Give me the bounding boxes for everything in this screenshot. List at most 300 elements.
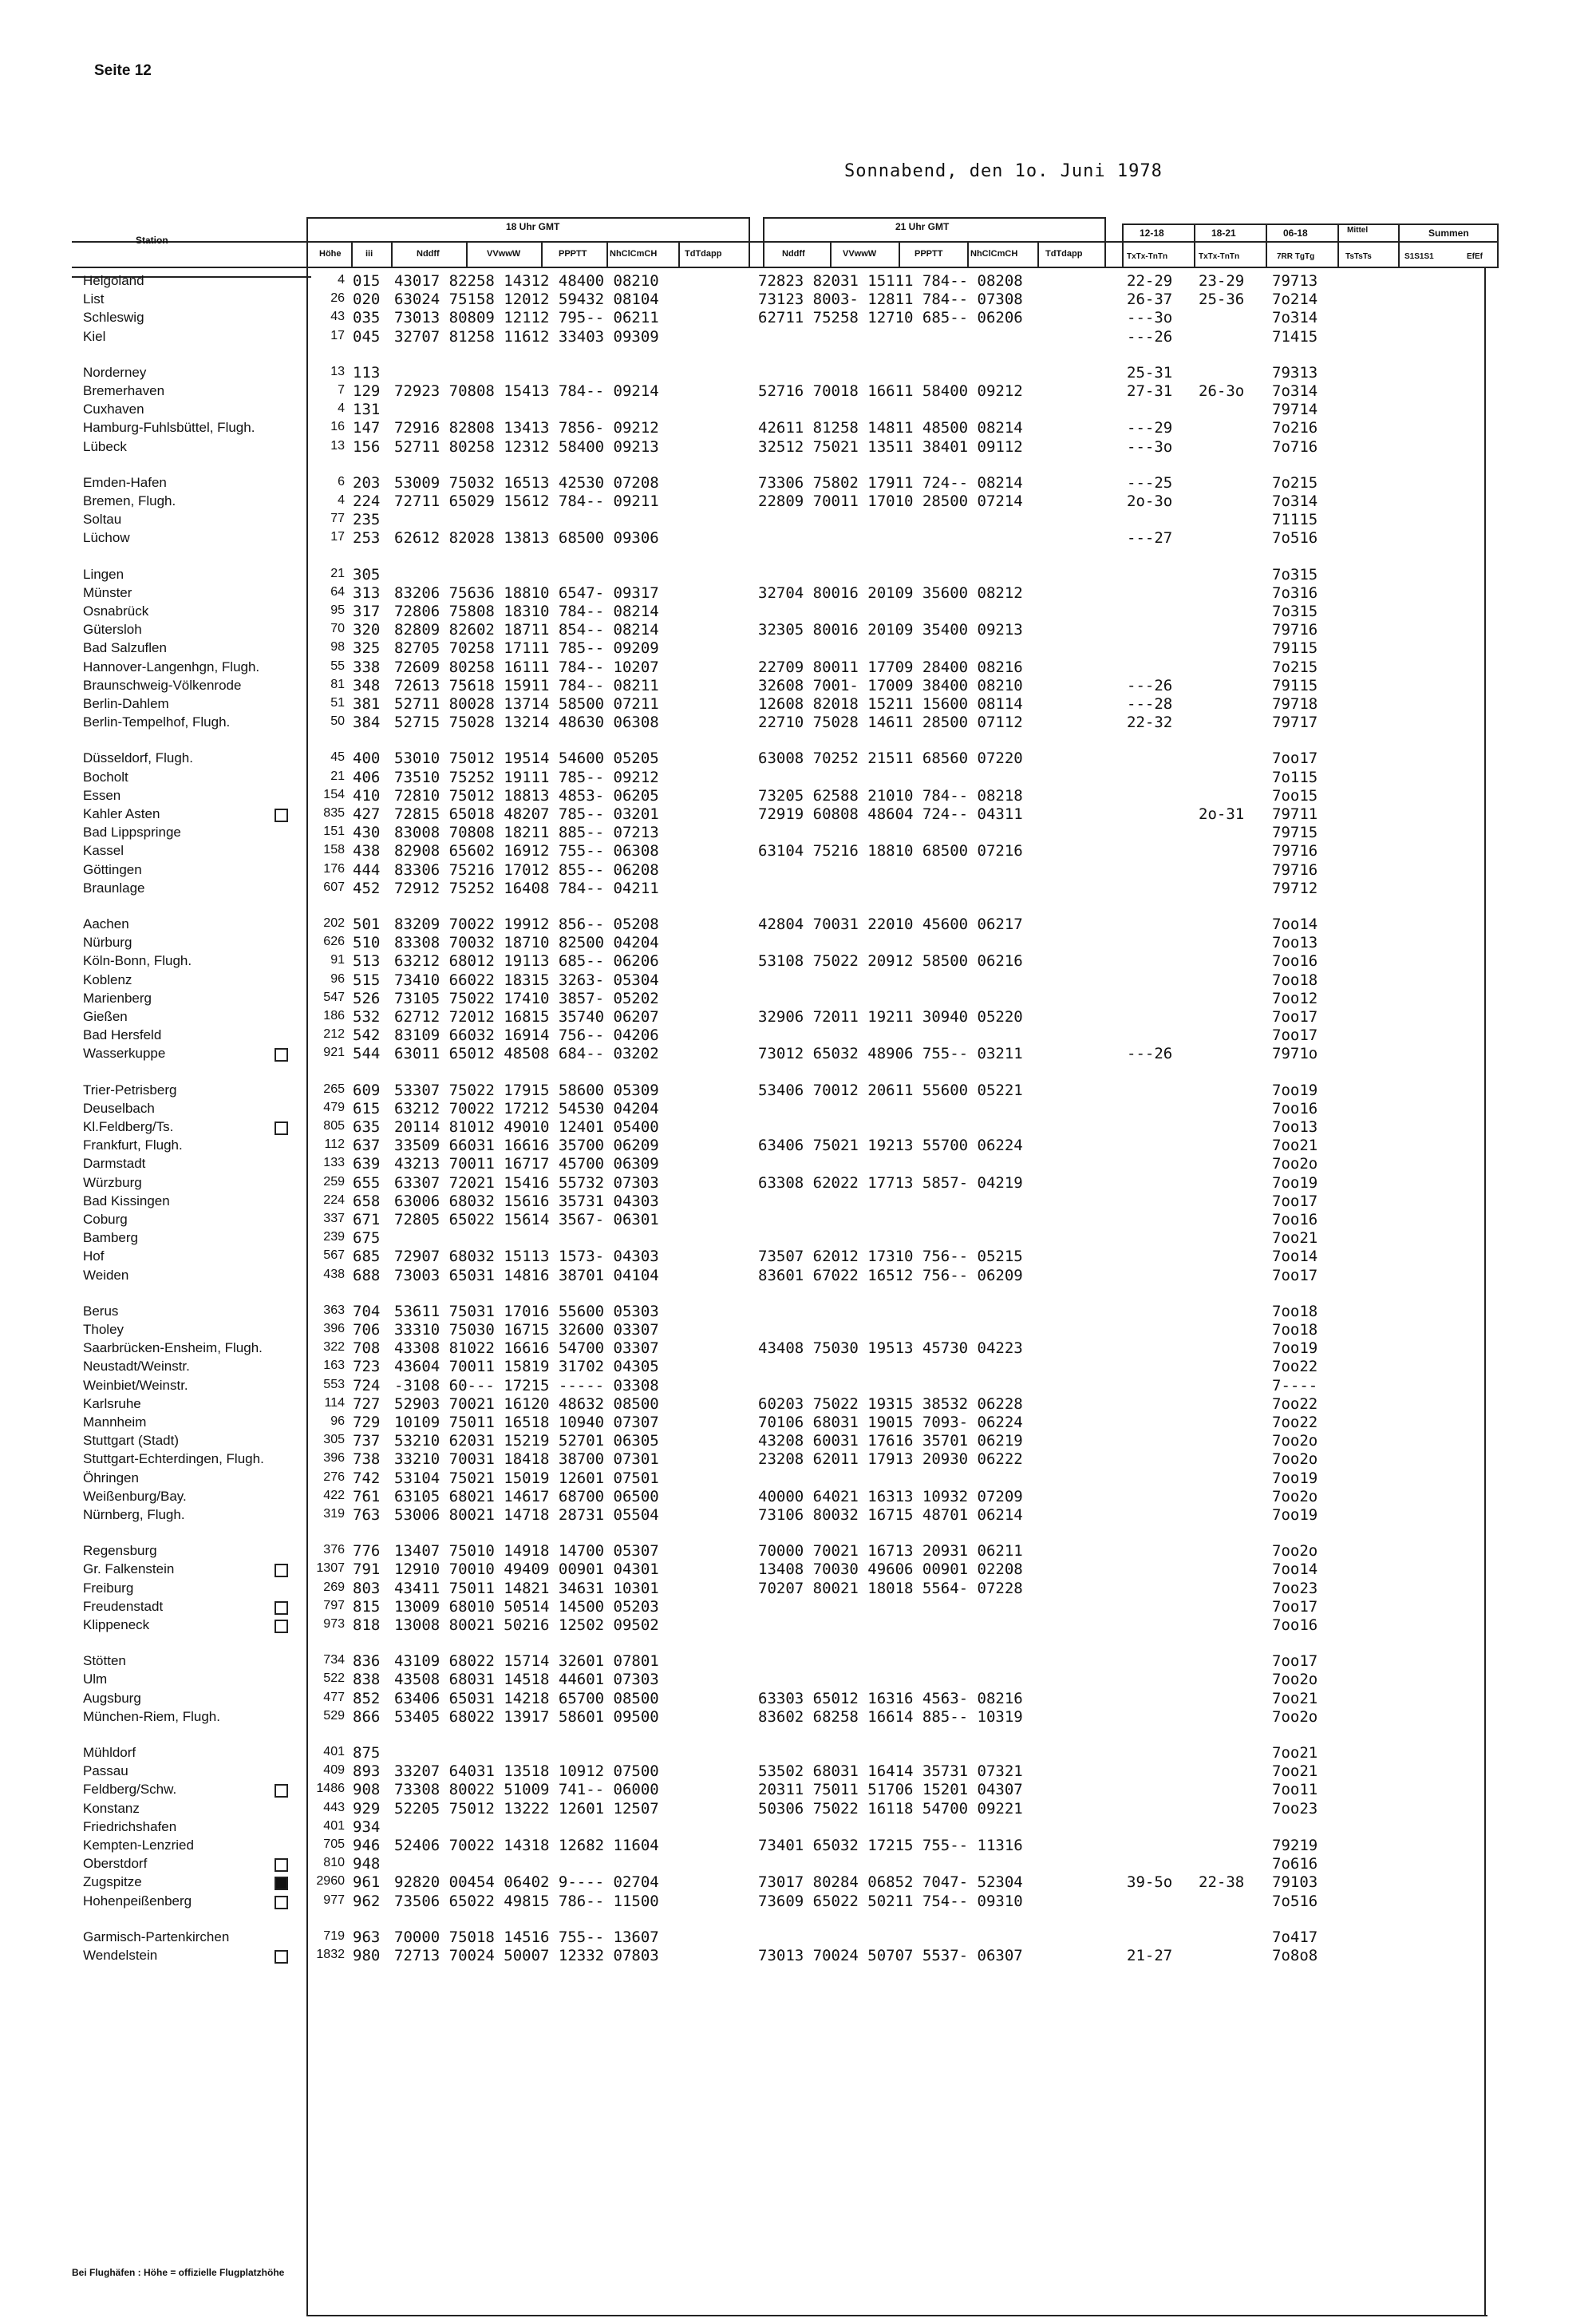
station-name: Braunschweig-Völkenrode	[83, 678, 242, 693]
temp-range-1: ---27	[1127, 529, 1173, 547]
station-name: Lingen	[83, 567, 124, 582]
station-altitude: 64	[330, 585, 345, 599]
station-altitude: 55	[330, 659, 345, 673]
station-name: Norderney	[83, 365, 147, 380]
rain-group: 7oo17	[1272, 750, 1318, 767]
station-id: 761	[353, 1488, 381, 1505]
station-altitude: 705	[323, 1837, 345, 1851]
station-altitude: 265	[323, 1082, 345, 1096]
station-id: 963	[353, 1928, 381, 1946]
rain-group: 7o616	[1272, 1855, 1318, 1873]
rain-group: 7----	[1272, 1377, 1318, 1394]
obs-18-gmt: 72609 80258 16111 784-- 10207	[394, 659, 659, 676]
rain-group: 7oo2o	[1272, 1671, 1318, 1688]
rain-group: 7oo21	[1272, 1762, 1318, 1780]
station-id: 224	[353, 492, 381, 510]
temp-range-1: ---26	[1127, 677, 1173, 694]
temp-range-1: 27-31	[1127, 382, 1173, 400]
station-name: Göttingen	[83, 862, 142, 877]
obs-18-gmt: 43213 70011 16717 45700 06309	[394, 1155, 659, 1173]
station-id: 544	[353, 1045, 381, 1062]
obs-21-gmt: 23208 62011 17913 20930 06222	[758, 1450, 1023, 1468]
tdtd2-header: TdTdapp	[1045, 249, 1083, 259]
station-name: Gütersloh	[83, 622, 142, 637]
station-altitude: 626	[323, 935, 345, 948]
obs-18-gmt: 73003 65031 14816 38701 04104	[394, 1267, 659, 1284]
station-name: Weiden	[83, 1268, 129, 1283]
station-id: 961	[353, 1873, 381, 1891]
station-altitude: 479	[323, 1101, 345, 1114]
station-altitude: 96	[330, 1414, 345, 1428]
station-id: 410	[353, 787, 381, 805]
obs-18-gmt: 63212 70022 17212 54530 04204	[394, 1100, 659, 1117]
station-altitude: 176	[323, 862, 345, 876]
rain-group: 7oo2o	[1272, 1155, 1318, 1173]
obs-21-gmt: 60203 75022 19315 38532 06228	[758, 1395, 1023, 1413]
station-id: 015	[353, 272, 381, 290]
obs-21-gmt: 73306 75802 17911 724-- 08214	[758, 474, 1023, 492]
station-altitude: 202	[323, 916, 345, 930]
obs-18-gmt: 53611 75031 17016 55600 05303	[394, 1303, 659, 1320]
rain-group: 7oo19	[1272, 1470, 1318, 1487]
station-altitude: 70	[330, 622, 345, 635]
temp-range-1: ---3o	[1127, 309, 1173, 326]
station-altitude: 805	[323, 1119, 345, 1133]
obs-18-gmt: 53210 62031 15219 52701 06305	[394, 1432, 659, 1450]
station-altitude: 7	[338, 383, 345, 397]
station-name: Mannheim	[83, 1414, 147, 1430]
station-altitude: 401	[323, 1819, 345, 1833]
obs-18-gmt: 72805 65022 15614 3567- 06301	[394, 1211, 659, 1228]
rain-group: 7oo19	[1272, 1506, 1318, 1524]
wwww2-header: VVwwW	[843, 249, 877, 259]
station-name: Weinbiet/Weinstr.	[83, 1378, 188, 1393]
obs-18-gmt: 72916 82808 13413 7856- 09212	[394, 419, 659, 437]
obs-18-gmt: 72806 75808 18310 784-- 08214	[394, 603, 659, 620]
station-id: 348	[353, 677, 381, 694]
station-altitude: 98	[330, 640, 345, 654]
obs-18-gmt: 82908 65602 16912 755-- 06308	[394, 842, 659, 860]
station-id: 513	[353, 952, 381, 970]
obs-18-gmt: 43017 82258 14312 48400 08210	[394, 272, 659, 290]
station-name: Bad Kissingen	[83, 1193, 170, 1208]
station-name: Frankfurt, Flugh.	[83, 1137, 183, 1153]
station-id: 838	[353, 1671, 381, 1688]
station-name: Friedrichshafen	[83, 1819, 177, 1834]
station-name: Augsburg	[83, 1691, 141, 1706]
rain-group: 7oo21	[1272, 1690, 1318, 1707]
obs-18-gmt: 73105 75022 17410 3857- 05202	[394, 990, 659, 1007]
obs-18-gmt: -3108 60--- 17215 ----- 03308	[394, 1377, 659, 1394]
obs-18-gmt: 43308 81022 16616 54700 03307	[394, 1339, 659, 1357]
obs-18-gmt: 63024 75158 12012 59432 08104	[394, 291, 659, 308]
rain-group: 7oo17	[1272, 1027, 1318, 1044]
obs-18-gmt: 20114 81012 49010 12401 05400	[394, 1118, 659, 1136]
obs-21-gmt: 22809 70011 17010 28500 07214	[758, 492, 1023, 510]
station-altitude: 81	[330, 678, 345, 691]
rain-group: 7oo2o	[1272, 1488, 1318, 1505]
station-name: Berus	[83, 1303, 119, 1319]
efef-header: EfEf	[1467, 252, 1483, 261]
obs-21-gmt: 73507 62012 17310 756-- 05215	[758, 1248, 1023, 1265]
obs21-header: 21 Uhr GMT	[895, 221, 950, 232]
station-id: 639	[353, 1155, 381, 1173]
obs-18-gmt: 63105 68021 14617 68700 06500	[394, 1488, 659, 1505]
obs-18-gmt: 62712 72012 16815 35740 06207	[394, 1008, 659, 1026]
period2-header: 18-21	[1211, 227, 1236, 239]
station-name: Hamburg-Fuhlsbüttel, Flugh.	[83, 420, 255, 435]
station-id: 045	[353, 328, 381, 346]
square-icon	[275, 809, 288, 822]
txtn-header-1: TxTx-TnTn	[1127, 252, 1168, 261]
station-name: Freiburg	[83, 1580, 134, 1596]
rain-group: 7oo13	[1272, 1118, 1318, 1136]
station-id: 129	[353, 382, 381, 400]
station-id: 706	[353, 1321, 381, 1339]
station-id: 235	[353, 511, 381, 528]
station-name: Soltau	[83, 512, 122, 527]
obs-21-gmt: 32512 75021 13511 38401 09112	[758, 438, 1023, 456]
station-altitude: 337	[323, 1212, 345, 1225]
obs-21-gmt: 73401 65032 17215 755-- 11316	[758, 1837, 1023, 1854]
rain-group: 79716	[1272, 842, 1318, 860]
station-id: 671	[353, 1211, 381, 1228]
station-altitude: 607	[323, 880, 345, 894]
station-id: 147	[353, 419, 381, 437]
obs-18-gmt: 82809 82602 18711 854-- 08214	[394, 621, 659, 639]
station-name: Hof	[83, 1248, 105, 1264]
rain-group: 7oo14	[1272, 1561, 1318, 1578]
rain-group: 7o215	[1272, 474, 1318, 492]
square-icon	[275, 1048, 288, 1062]
rain-group: 7oo14	[1272, 916, 1318, 933]
station-name: Berlin-Tempelhof, Flugh.	[83, 714, 231, 730]
summen-header: Summen	[1428, 227, 1469, 239]
obs-21-gmt: 53406 70012 20611 55600 05221	[758, 1082, 1023, 1099]
obs-21-gmt: 40000 64021 16313 10932 07209	[758, 1488, 1023, 1505]
station-name: München-Riem, Flugh.	[83, 1709, 220, 1724]
rain-group: 7oo18	[1272, 1321, 1318, 1339]
station-name: Braunlage	[83, 880, 145, 896]
obs-18-gmt: 63006 68032 15616 35731 04303	[394, 1193, 659, 1210]
obs-21-gmt: 73123 8003- 12811 784-- 07308	[758, 291, 1023, 308]
station-id: 427	[353, 805, 381, 823]
station-altitude: 51	[330, 696, 345, 710]
station-altitude: 43	[330, 310, 345, 323]
txtn-header-2: TxTx-TnTn	[1199, 252, 1240, 261]
rain-group: 79716	[1272, 861, 1318, 879]
station-name: Münster	[83, 585, 132, 600]
temp-range-1: 25-31	[1127, 364, 1173, 382]
obs-21-gmt: 42804 70031 22010 45600 06217	[758, 916, 1023, 933]
station-name: Kiel	[83, 329, 106, 344]
station-id: 803	[353, 1580, 381, 1597]
station-altitude: 95	[330, 603, 345, 617]
rain-group: 79718	[1272, 695, 1318, 713]
obs-18-gmt: 53009 75032 16513 42530 07208	[394, 474, 659, 492]
station-altitude: 719	[323, 1929, 345, 1943]
rain-group: 79115	[1272, 639, 1318, 657]
rain-group: 79713	[1272, 272, 1318, 290]
station-altitude: 409	[323, 1763, 345, 1777]
obs-21-gmt: 63104 75216 18810 68500 07216	[758, 842, 1023, 860]
obs-18-gmt: 73013 80809 12112 795-- 06211	[394, 309, 659, 326]
rain-group: 79103	[1272, 1873, 1318, 1891]
station-altitude: 276	[323, 1470, 345, 1484]
obs-18-gmt: 72815 65018 48207 785-- 03201	[394, 805, 659, 823]
station-id: 893	[353, 1762, 381, 1780]
obs-21-gmt: 32704 80016 20109 35600 08212	[758, 584, 1023, 602]
station-name: Lübeck	[83, 439, 127, 454]
station-id: 542	[353, 1027, 381, 1044]
station-id: 305	[353, 566, 381, 583]
obs-18-gmt: 33210 70031 18418 38700 07301	[394, 1450, 659, 1468]
station-id: 729	[353, 1414, 381, 1431]
temp-range-1: 21-27	[1127, 1947, 1173, 1964]
obs-21-gmt: 73012 65032 48906 755-- 03211	[758, 1045, 1023, 1062]
rain-group: 7oo22	[1272, 1414, 1318, 1431]
station-name: Hannover-Langenhgn, Flugh.	[83, 659, 260, 674]
station-name: Passau	[83, 1763, 128, 1778]
station-altitude: 133	[323, 1156, 345, 1169]
station-id: 526	[353, 990, 381, 1007]
station-altitude: 567	[323, 1248, 345, 1262]
obs-18-gmt: 63307 72021 15416 55732 07303	[394, 1174, 659, 1192]
obs-18-gmt: 13008 80021 50216 12502 09502	[394, 1616, 659, 1634]
rain-group: 7oo16	[1272, 1211, 1318, 1228]
station-altitude: 1832	[316, 1948, 345, 1961]
station-altitude: 477	[323, 1691, 345, 1704]
station-altitude: 96	[330, 972, 345, 986]
obs-21-gmt: 43208 60031 17616 35701 06219	[758, 1432, 1023, 1450]
station-id: 708	[353, 1339, 381, 1357]
station-altitude: 553	[323, 1378, 345, 1391]
station-id: 320	[353, 621, 381, 639]
obs-21-gmt: 70000 70021 16713 20931 06211	[758, 1542, 1023, 1560]
station-name: Garmisch-Partenkirchen	[83, 1929, 230, 1944]
mittel-header: Mittel	[1347, 226, 1369, 235]
rain-group: 71415	[1272, 328, 1318, 346]
obs-18-gmt: 52715 75028 13214 48630 06308	[394, 714, 659, 731]
station-id: 203	[353, 474, 381, 492]
station-altitude: 1486	[316, 1782, 345, 1795]
filled-square-icon	[275, 1877, 288, 1890]
obs-18-gmt: 52205 75012 13222 12601 12507	[394, 1800, 659, 1818]
station-id: 836	[353, 1652, 381, 1670]
station-altitude: 4	[338, 273, 345, 287]
station-name: Kempten-Lenzried	[83, 1837, 194, 1853]
temp-range-1: 22-32	[1127, 714, 1173, 731]
hoehe-header: Höhe	[319, 249, 342, 259]
nddff-header: Nddff	[417, 249, 440, 259]
obs-21-gmt: 22709 80011 17709 28400 08216	[758, 659, 1023, 676]
obs-21-gmt: 73205 62588 21010 784-- 08218	[758, 787, 1023, 805]
rain-group: 7oo13	[1272, 934, 1318, 951]
station-name: Bocholt	[83, 769, 128, 785]
station-name: Schleswig	[83, 310, 144, 325]
obs-18-gmt: 70000 75018 14516 755-- 13607	[394, 1928, 659, 1946]
station-id: 875	[353, 1744, 381, 1762]
station-name: Kl.Feldberg/Ts.	[83, 1119, 306, 1135]
station-altitude: 797	[323, 1599, 345, 1612]
station-id: 727	[353, 1395, 381, 1413]
station-name: Osnabrück	[83, 603, 149, 619]
station-id: 253	[353, 529, 381, 547]
obs-18-gmt: 72711 65029 15612 784-- 09211	[394, 492, 659, 510]
station-id: 156	[353, 438, 381, 456]
rain-group: 7oo18	[1272, 971, 1318, 989]
temp-range-1: 26-37	[1127, 291, 1173, 308]
obs-21-gmt: 32608 7001- 17009 38400 08210	[758, 677, 1023, 694]
station-altitude: 50	[330, 714, 345, 728]
station-altitude: 522	[323, 1671, 345, 1685]
obs-21-gmt: 72919 60808 48604 724-- 04311	[758, 805, 1023, 823]
station-name: Kassel	[83, 843, 124, 858]
station-name: Freudenstadt	[83, 1599, 306, 1615]
rain-group: 7oo21	[1272, 1744, 1318, 1762]
station-name: Cuxhaven	[83, 402, 144, 417]
obs-18-gmt: 73308 80022 51009 741-- 06000	[394, 1781, 659, 1798]
station-name: Bamberg	[83, 1230, 138, 1245]
station-id: 934	[353, 1818, 381, 1836]
station-id: 815	[353, 1598, 381, 1616]
obs-18-gmt: 72923 70808 15413 784-- 09214	[394, 382, 659, 400]
obs-18-gmt: 83308 70032 18710 82500 04204	[394, 934, 659, 951]
rain-group: 7o516	[1272, 529, 1318, 547]
ppptt2-header: PPPTT	[915, 249, 943, 259]
rain-group: 79219	[1272, 1837, 1318, 1854]
station-id: 948	[353, 1855, 381, 1873]
page-number: Seite 12	[94, 62, 152, 79]
station-altitude: 438	[323, 1268, 345, 1281]
station-id: 609	[353, 1082, 381, 1099]
obs-18-gmt: 83206 75636 18810 6547- 09317	[394, 584, 659, 602]
square-icon	[275, 1620, 288, 1633]
station-name: Tholey	[83, 1322, 124, 1337]
station-name: Konstanz	[83, 1801, 140, 1816]
obs-21-gmt: 50306 75022 16118 54700 09221	[758, 1800, 1023, 1818]
rain-group: 7oo14	[1272, 1248, 1318, 1265]
obs-18-gmt: 43109 68022 15714 32601 07801	[394, 1652, 659, 1670]
station-id: 635	[353, 1118, 381, 1136]
station-altitude: 45	[330, 750, 345, 764]
rain-group: 71115	[1272, 511, 1318, 528]
obs-21-gmt: 52716 70018 16611 58400 09212	[758, 382, 1023, 400]
station-id: 724	[353, 1377, 381, 1394]
station-altitude: 443	[323, 1801, 345, 1814]
station-name: Saarbrücken-Ensheim, Flugh.	[83, 1340, 263, 1355]
obs-18-gmt: 10109 75011 16518 10940 07307	[394, 1414, 659, 1431]
station-name: Stuttgart (Stadt)	[83, 1433, 179, 1448]
obs-18-gmt: 83109 66032 16914 756-- 04206	[394, 1027, 659, 1044]
rain-group: 7oo16	[1272, 1100, 1318, 1117]
period3-header: 06-18	[1283, 227, 1308, 239]
station-altitude: 77	[330, 512, 345, 525]
station-altitude: 112	[324, 1137, 345, 1151]
obs-21-gmt: 63308 62022 17713 5857- 04219	[758, 1174, 1023, 1192]
obs-21-gmt: 83601 67022 16512 756-- 06209	[758, 1267, 1023, 1284]
station-name: Wasserkuppe	[83, 1046, 306, 1062]
station-altitude: 376	[323, 1543, 345, 1557]
obs-18-gmt: 82705 70258 17111 785-- 09209	[394, 639, 659, 657]
obs-21-gmt: 20311 75011 51706 15201 04307	[758, 1781, 1023, 1798]
station-name: Regensburg	[83, 1543, 157, 1558]
station-name: Bremen, Flugh.	[83, 493, 176, 508]
obs-18-gmt: 33509 66031 16616 35700 06209	[394, 1137, 659, 1154]
station-name: Oberstdorf	[83, 1856, 306, 1872]
obs-21-gmt: 73017 80284 06852 7047- 52304	[758, 1873, 1023, 1891]
station-name: Coburg	[83, 1212, 128, 1227]
obs-18-gmt: 83209 70022 19912 856-- 05208	[394, 916, 659, 933]
station-altitude: 17	[330, 530, 345, 544]
temp-range-1: ---3o	[1127, 438, 1173, 456]
clouds-header: NhClCmCH	[610, 249, 658, 259]
station-id: 325	[353, 639, 381, 657]
obs-18-gmt: 43604 70011 15819 31702 04305	[394, 1358, 659, 1375]
station-id: 035	[353, 309, 381, 326]
station-name: Köln-Bonn, Flugh.	[83, 953, 192, 968]
temp-range-2: 23-29	[1199, 272, 1245, 290]
obs-18-gmt: 53006 80021 14718 28731 05504	[394, 1506, 659, 1524]
obs-18-gmt: 72713 70024 50007 12332 07803	[394, 1947, 659, 1964]
rain-group: 7oo21	[1272, 1229, 1318, 1247]
station-name: Öhringen	[83, 1470, 139, 1485]
rain-group: 7oo2o	[1272, 1708, 1318, 1726]
nddff2-header: Nddff	[782, 249, 805, 259]
obs-18-gmt: 43411 75011 14821 34631 10301	[394, 1580, 659, 1597]
station-id: 738	[353, 1450, 381, 1468]
station-name: Stuttgart-Echterdingen, Flugh.	[83, 1451, 264, 1466]
station-id: 675	[353, 1229, 381, 1247]
station-altitude: 973	[323, 1617, 345, 1631]
station-altitude: 422	[323, 1489, 345, 1502]
station-altitude: 4	[338, 402, 345, 415]
obs-18-gmt: 53405 68022 13917 58601 09500	[394, 1708, 659, 1726]
obs-18-gmt: 72613 75618 15911 784-- 08211	[394, 677, 659, 694]
station-id: 791	[353, 1561, 381, 1578]
station-id: 658	[353, 1193, 381, 1210]
station-altitude: 401	[323, 1745, 345, 1758]
station-name: Feldberg/Schw.	[83, 1782, 306, 1798]
station-name: Emden-Hafen	[83, 475, 167, 490]
station-id: 852	[353, 1690, 381, 1707]
rain-group: 7oo18	[1272, 1303, 1318, 1320]
rain-group: 7oo22	[1272, 1358, 1318, 1375]
obs-18-gmt: 73410 66022 18315 3263- 05304	[394, 971, 659, 989]
station-id: 866	[353, 1708, 381, 1726]
obs-21-gmt: 73106 80032 16715 48701 06214	[758, 1506, 1023, 1524]
temp-range-2: 25-36	[1199, 291, 1245, 308]
station-name: Deuselbach	[83, 1101, 155, 1116]
rain-group: 7o417	[1272, 1928, 1318, 1946]
rain-group: 7oo21	[1272, 1137, 1318, 1154]
rain-group: 7971o	[1272, 1045, 1318, 1062]
obs-18-gmt: 83008 70808 18211 885-- 07213	[394, 824, 659, 841]
rain-group: 7oo23	[1272, 1800, 1318, 1818]
obs-21-gmt: 63303 65012 16316 4563- 08216	[758, 1690, 1023, 1707]
station-altitude: 396	[323, 1322, 345, 1335]
square-icon	[275, 1121, 288, 1135]
station-name: Lüchow	[83, 530, 130, 545]
station-name: Darmstadt	[83, 1156, 146, 1171]
rain-group: 7oo2o	[1272, 1450, 1318, 1468]
obs-21-gmt: 13408 70030 49606 00901 02208	[758, 1561, 1023, 1578]
rain-group: 7oo17	[1272, 1652, 1318, 1670]
obs-21-gmt: 72823 82031 15111 784-- 08208	[758, 272, 1023, 290]
rain-group: 7o716	[1272, 438, 1318, 456]
rain-group: 79712	[1272, 880, 1318, 897]
station-altitude: 269	[323, 1580, 345, 1594]
